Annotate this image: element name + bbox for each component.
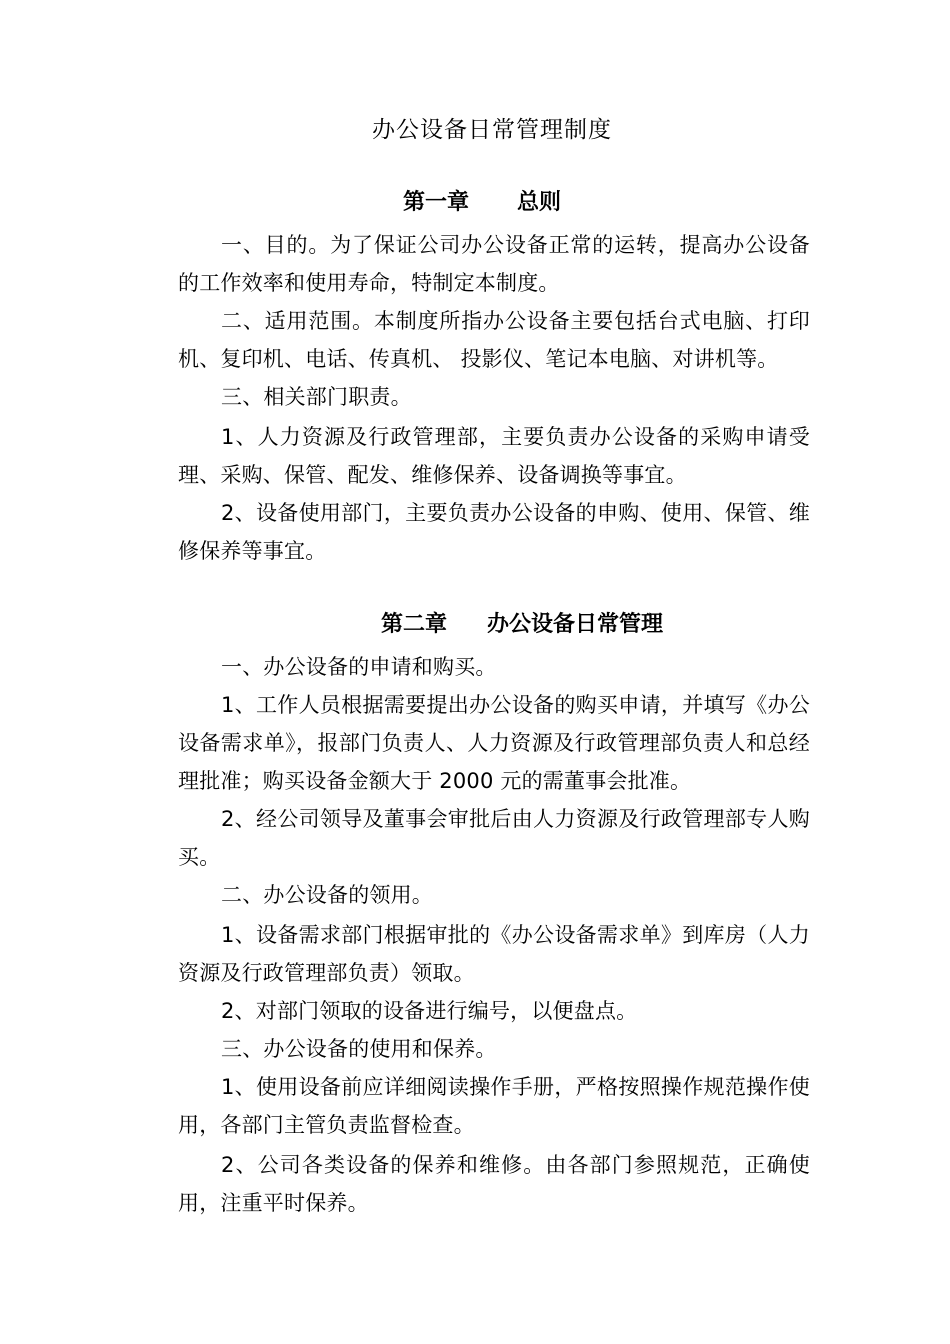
chapter-2-paragraph: 三、办公设备的使用和保养。 bbox=[221, 1037, 497, 1061]
chapter-1-paragraph: 1、人力资源及行政管理部，主要负责办公设备的采购申请受理、采购、保管、配发、维修保养、设备调换等事宜。 bbox=[178, 425, 810, 487]
document-title: 办公设备日常管理制度 bbox=[372, 117, 612, 143]
chapter-2-paragraph: 2、经公司领导及董事会审批后由人力资源及行政管理部专人购买。 bbox=[178, 807, 810, 869]
chapter-2-paragraph: 1、设备需求部门根据审批的《办公设备需求单》到库房（人力资源及行政管理部负责）领取。 bbox=[178, 923, 810, 985]
chapter-2-paragraph: 1、工作人员根据需要提出办公设备的购买申请，并填写《办公设备需求单》，报部门负责人、人力资源及行政管理部负责人和总经理批准；购买设备金额大于 2000 元的需董事会批准。 bbox=[178, 693, 810, 793]
chapter-1-paragraph: 二、适用范围。本制度所指办公设备主要包括台式电脑、打印机、复印机、电话、传真机、 投影仪、笔记本电脑、对讲机等。 bbox=[178, 309, 810, 371]
chapter-1-paragraph: 三、相关部门职责。 bbox=[221, 385, 412, 409]
chapter-2-heading bbox=[381, 608, 663, 642]
chapter-2-paragraph: 1、使用设备前应详细阅读操作手册，严格按照操作规范操作使用，各部门主管负责监督检查。 bbox=[178, 1075, 810, 1137]
chapter-2-name: 办公设备日常管理 bbox=[487, 612, 664, 637]
chapter-1-number: 第一章 bbox=[403, 190, 470, 215]
chapter-1-heading bbox=[403, 186, 561, 220]
chapter-1-name: 总则 bbox=[517, 190, 562, 215]
chapter-1-paragraph: 一、目的。为了保证公司办公设备正常的运转，提高办公设备的工作效率和使用寿命，特制定本制度。 bbox=[178, 233, 810, 295]
chapter-2-paragraph: 一、办公设备的申请和购买。 bbox=[221, 655, 497, 679]
chapter-2-paragraph: 二、办公设备的领用。 bbox=[221, 883, 433, 907]
chapter-2-paragraph: 2、对部门领取的设备进行编号，以便盘点。 bbox=[221, 999, 638, 1023]
chapter-1-paragraph: 2、设备使用部门，主要负责办公设备的申购、使用、保管、维修保养等事宜。 bbox=[178, 501, 810, 563]
chapter-2-paragraph: 2、公司各类设备的保养和维修。由各部门参照规范，正确使用，注重平时保养。 bbox=[178, 1153, 810, 1215]
chapter-2-number: 第二章 bbox=[381, 612, 448, 637]
